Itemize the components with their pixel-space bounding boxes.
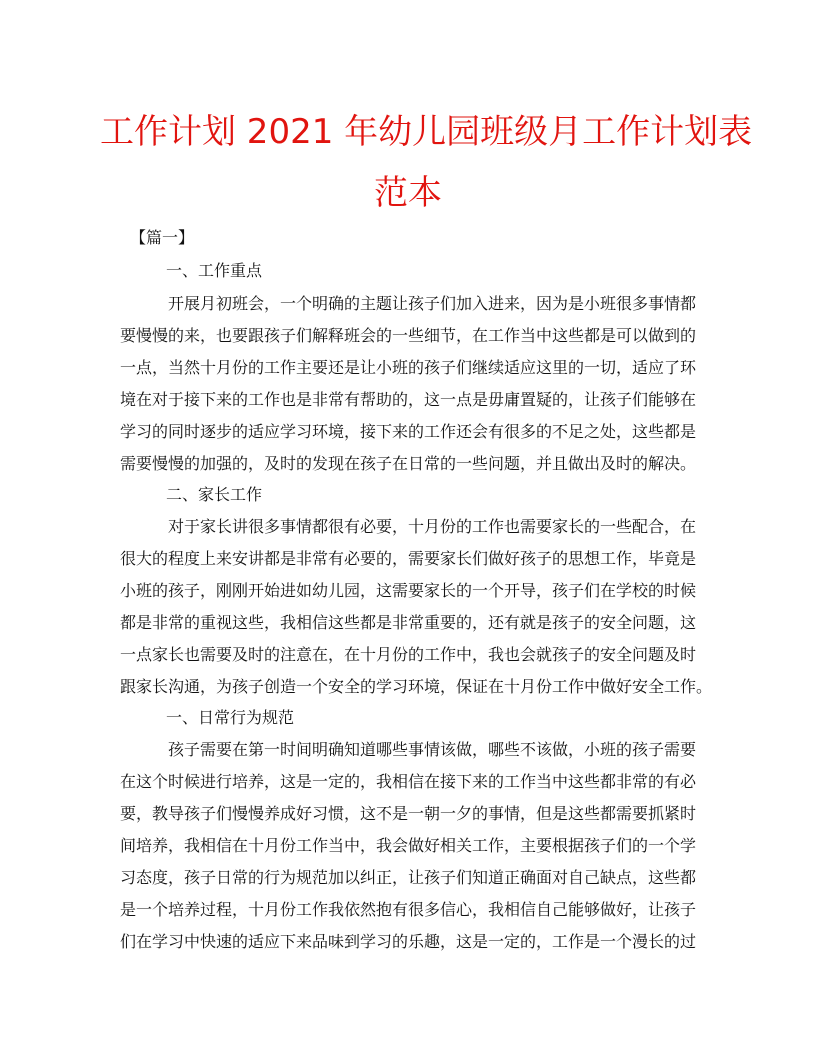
paragraph-line: 在这个时候进行培养，这是一定的，我相信在接下来的工作当中这些都非常的有必 — [120, 772, 697, 791]
paragraph-line: 对于家长讲很多事情都很有必要，十月份的工作也需要家长的一些配合，在 — [168, 517, 697, 536]
paragraph-line: 孩子需要在第一时间明确知道哪些事情该做，哪些不该做，小班的孩子需要 — [168, 740, 697, 759]
paragraph-line: 要，教导孩子们慢慢养成好习惯，这不是一朝一夕的事情，但是这些都需要抓紧时 — [120, 804, 697, 823]
section-label: 【篇一】 — [130, 228, 195, 247]
document-title-line-2: 范本 — [374, 173, 442, 213]
paragraph-line: 一点家长也需要及时的注意在，在十月份的工作中，我也会就孩子的安全问题及时 — [120, 645, 697, 664]
paragraph-line: 都是非常的重视这些，我相信这些都是非常重要的，还有就是孩子的安全问题，这 — [120, 613, 697, 632]
document-title-line-1: 工作计划 2021 年幼儿园班级月工作计划表 — [100, 112, 753, 152]
paragraph-line: 开展月初班会，一个明确的主题让孩子们加入进来，因为是小班很多事情都 — [168, 294, 697, 313]
section-heading-work-focus: 一、工作重点 — [166, 261, 263, 280]
section-heading-parent-work: 二、家长工作 — [166, 485, 263, 504]
paragraph-line: 一点，当然十月份的工作主要还是让小班的孩子们继续适应这里的一切，适应了环 — [120, 358, 697, 377]
paragraph-line: 小班的孩子，刚刚开始进如幼儿园，这需要家长的一个开导，孩子们在学校的时候 — [120, 581, 697, 600]
paragraph-line: 们在学习中快速的适应下来品味到学习的乐趣，这是一定的，工作是一个漫长的过 — [120, 932, 697, 951]
paragraph-line: 要慢慢的来，也要跟孩子们解释班会的一些细节，在工作当中这些都是可以做到的 — [120, 326, 697, 345]
paragraph-line: 间培养，我相信在十月份工作当中，我会做好相关工作，主要根据孩子们的一个学 — [120, 836, 697, 855]
paragraph-line: 学习的同时逐步的适应学习环境，接下来的工作还会有很多的不足之处，这些都是 — [120, 422, 697, 441]
paragraph-line: 是一个培养过程，十月份工作我依然抱有很多信心，我相信自己能够做好，让孩子 — [120, 900, 697, 919]
paragraph-line: 很大的程度上来安讲都是非常有必要的，需要家长们做好孩子的思想工作，毕竟是 — [120, 549, 697, 568]
paragraph-line: 需要慢慢的加强的，及时的发现在孩子在日常的一些问题，并且做出及时的解决。 — [120, 454, 697, 473]
section-heading-daily-behavior: 一、日常行为规范 — [166, 708, 295, 727]
paragraph-line: 习态度，孩子日常的行为规范加以纠正，让孩子们知道正确面对自己缺点，这些都 — [120, 868, 697, 887]
paragraph-line: 境在对于接下来的工作也是非常有帮助的，这一点是毋庸置疑的，让孩子们能够在 — [120, 390, 697, 409]
paragraph-line: 跟家长沟通，为孩子创造一个安全的学习环境，保证在十月份工作中做好安全工作。 — [120, 677, 713, 696]
